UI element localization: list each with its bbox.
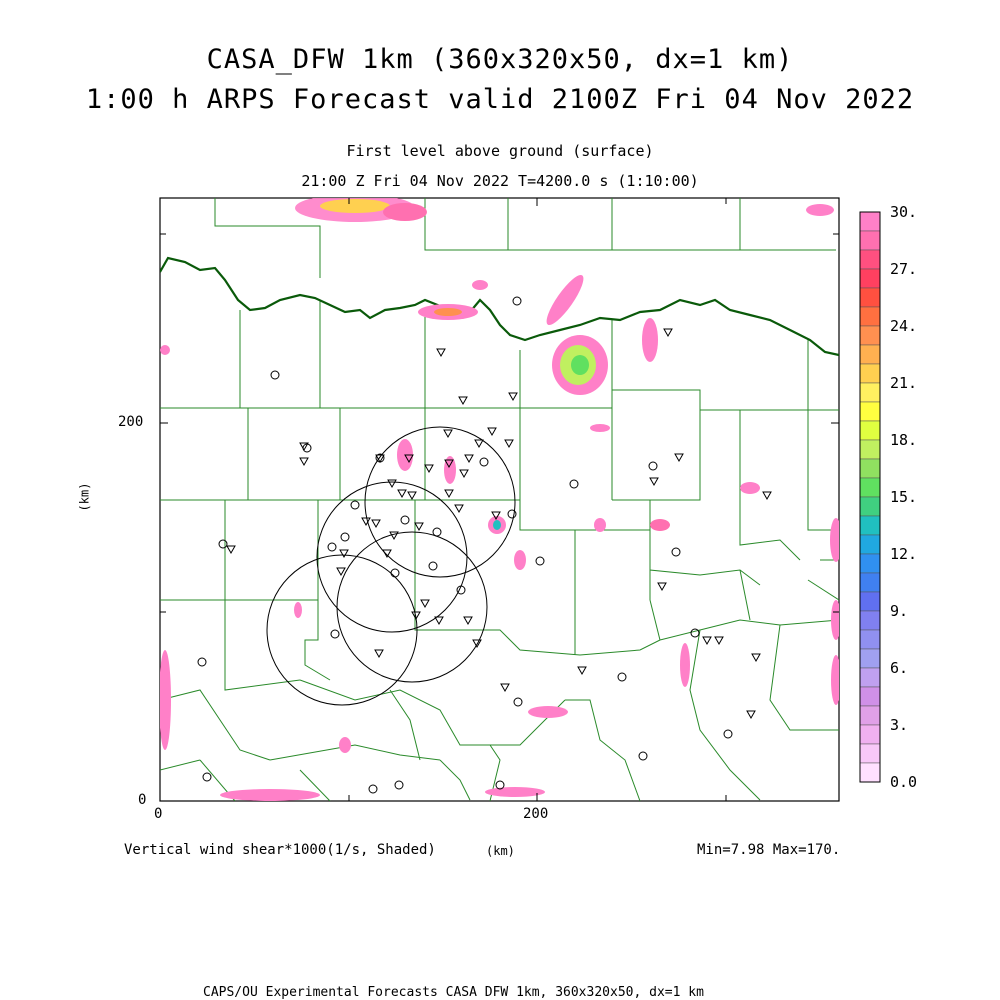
colorbar — [860, 212, 880, 782]
y-axis-unit: (km) — [77, 482, 92, 512]
colorbar-label: 18. — [890, 431, 918, 449]
colorbar-swatch — [860, 744, 880, 763]
colorbar-swatch — [860, 725, 880, 744]
chart-title-line2: 1:00 h ARPS Forecast valid 2100Z Fri 04 Nov 2022 — [85, 84, 915, 115]
colorbar-swatch — [860, 459, 880, 478]
chart-subtitle-level: First level above ground (surface) — [346, 142, 654, 160]
colorbar-swatch — [860, 611, 880, 630]
colorbar-swatch — [860, 573, 880, 592]
colorbar-label: 6. — [890, 659, 909, 677]
colorbar-swatch — [860, 649, 880, 668]
field-label: Vertical wind shear*1000(1/s, Shaded) — [124, 842, 436, 858]
colorbar-swatch — [860, 687, 880, 706]
footer-credit: CAPS/OU Experimental Forecasts CASA DFW 1km, 360x320x50, dx=1 km — [203, 985, 704, 1000]
colorbar-swatch — [860, 421, 880, 440]
colorbar-swatch — [860, 383, 880, 402]
colorbar-swatch — [860, 592, 880, 611]
colorbar-swatch — [860, 440, 880, 459]
colorbar-label: 3. — [890, 716, 909, 734]
chart-subtitle-time: 21:00 Z Fri 04 Nov 2022 T=4200.0 s (1:10:00) — [301, 172, 699, 190]
colorbar-swatch — [860, 630, 880, 649]
colorbar-label: 30. — [890, 203, 918, 221]
colorbar-swatch — [860, 307, 880, 326]
colorbar-swatch — [860, 668, 880, 687]
colorbar-swatch — [860, 516, 880, 535]
colorbar-swatch — [860, 231, 880, 250]
colorbar-swatch — [860, 326, 880, 345]
colorbar-swatch — [860, 250, 880, 269]
colorbar-label: 21. — [890, 374, 918, 392]
colorbar-swatch — [860, 706, 880, 725]
min-max-stats: Min=7.98 Max=170. — [697, 842, 841, 858]
colorbar-swatch — [860, 269, 880, 288]
colorbar-swatch — [860, 763, 880, 782]
map-plot-area — [159, 194, 842, 801]
colorbar-label: 0.0 — [890, 773, 918, 791]
colorbar-swatch — [860, 402, 880, 421]
colorbar-swatch — [860, 478, 880, 497]
colorbar-label: 24. — [890, 317, 918, 335]
colorbar-swatch — [860, 497, 880, 516]
y-tick-label-200: 200 — [118, 414, 144, 430]
colorbar-swatch — [860, 554, 880, 573]
colorbar-swatch — [860, 345, 880, 364]
chart-title-line1: CASA_DFW 1km (360x320x50, dx=1 km) — [206, 44, 794, 75]
colorbar-label: 9. — [890, 602, 909, 620]
colorbar-label: 12. — [890, 545, 918, 563]
y-tick-label-0: 0 — [138, 792, 147, 808]
colorbar-label: 15. — [890, 488, 918, 506]
x-axis-unit: (km) — [486, 844, 515, 858]
colorbar-swatch — [860, 364, 880, 383]
x-tick-label-200: 200 — [523, 806, 549, 822]
colorbar-swatch — [860, 288, 880, 307]
colorbar-swatch — [860, 535, 880, 554]
colorbar-swatch — [860, 212, 880, 231]
x-tick-label-0: 0 — [154, 806, 163, 822]
colorbar-label: 27. — [890, 260, 918, 278]
